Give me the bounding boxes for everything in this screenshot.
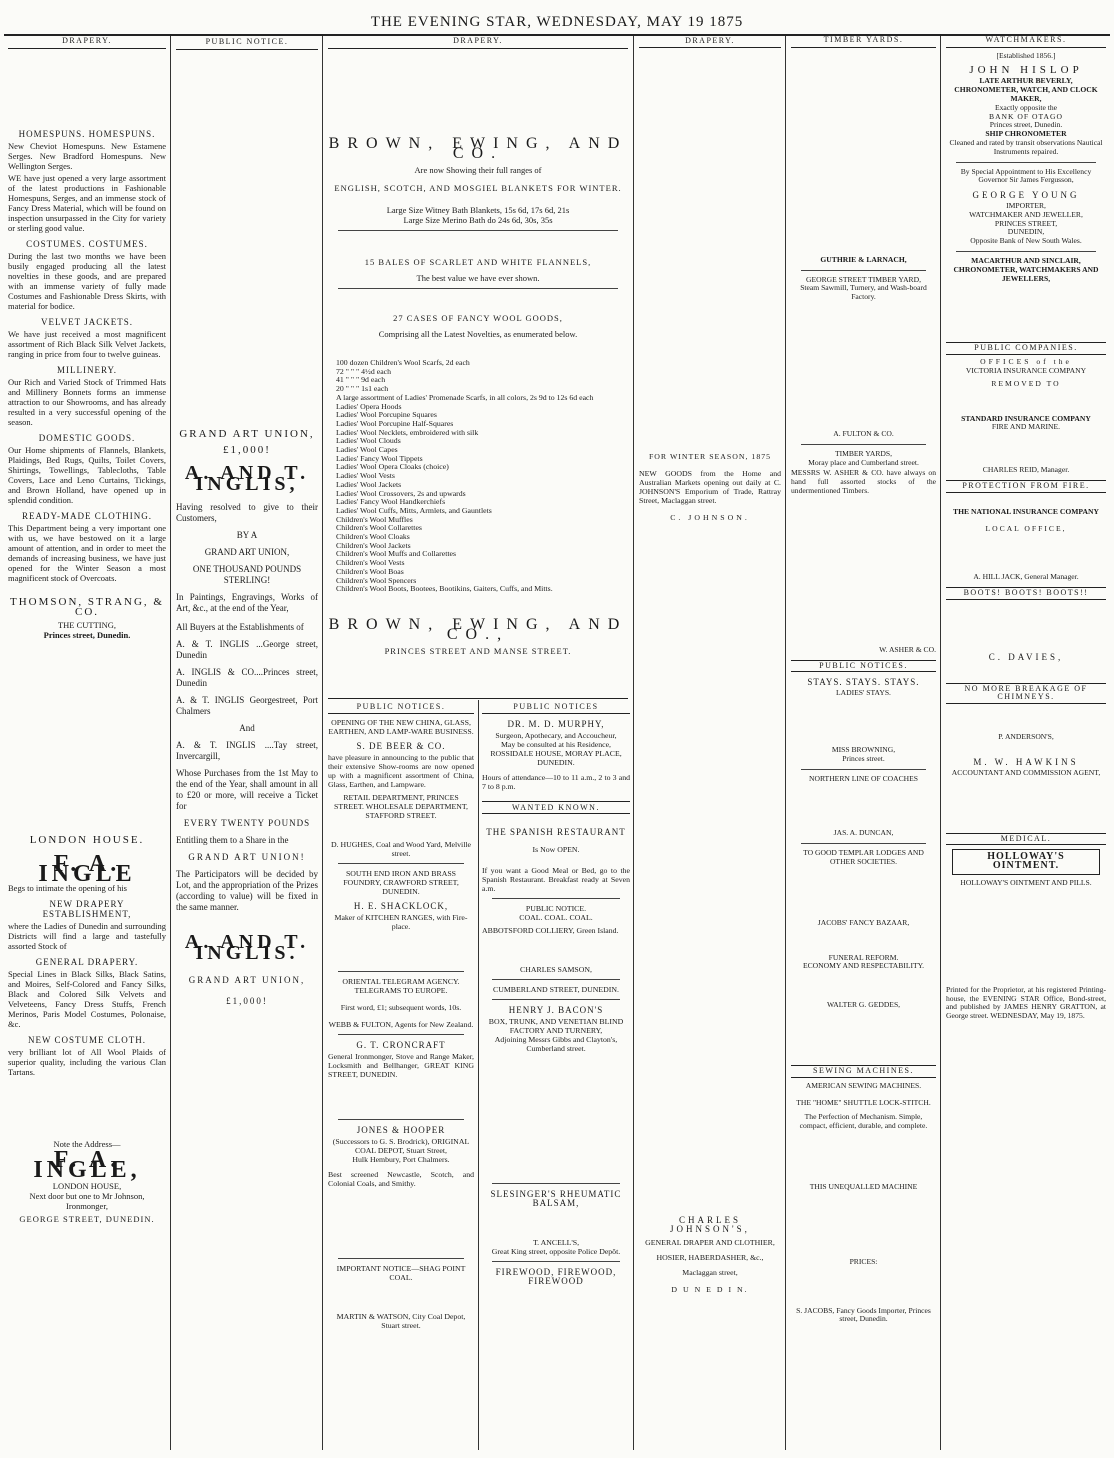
list-item: Ladies' Fancy Wool Tippets bbox=[336, 453, 423, 463]
list-item: Ladies' Wool Capes bbox=[336, 445, 398, 455]
column-divider bbox=[785, 36, 786, 1450]
merino-line: Large Size Merino Bath do 24s 6d, 30s, 35s bbox=[403, 215, 553, 225]
exactly-opposite: Exactly opposite the bbox=[995, 102, 1057, 112]
coal-coal: COAL. COAL. COAL. bbox=[519, 913, 593, 922]
geddes: WALTER G. GEDDES, bbox=[826, 1000, 901, 1010]
slesinger: SLESINGER'S RHEUMATIC BALSAM, bbox=[490, 1189, 622, 1208]
ladies-stays: LADIES' STAYS. bbox=[836, 688, 891, 698]
established: [Established 1856.] bbox=[996, 50, 1056, 60]
national-insurance: THE NATIONAL INSURANCE COMPANY bbox=[953, 506, 1099, 516]
wanted-known: WANTED KNOWN. bbox=[482, 801, 630, 814]
webb-fulton: WEBB & FULTON, Agents for New Zealand. bbox=[328, 1020, 474, 1029]
s-jacobs: S. JACOBS, Fancy Goods Importer, Princes street, Dunedin. bbox=[796, 1305, 931, 1324]
george-street-yard: GEORGE STREET TIMBER YARD, bbox=[805, 274, 922, 284]
heading-homespuns: HOMESPUNS. HOMESPUNS. bbox=[18, 129, 156, 139]
holloway-2: HOLLOWAY'S OINTMENT AND PILLS. bbox=[960, 878, 1092, 888]
list-item: Ladies' Wool Opera Cloaks (choice) bbox=[336, 462, 449, 472]
south-end-iron: SOUTH END IRON AND BRASS FOUNDRY, CRAWFORD STREET, DUNEDIN. bbox=[343, 869, 459, 896]
opening-notice: OPENING OF THE NEW CHINA, GLASS, EARTHEN, AND LAMP-WARE BUSINESS. bbox=[328, 718, 474, 736]
unequalled: THIS UNEQUALLED MACHINE bbox=[809, 1181, 918, 1191]
george-street: GEORGE STREET, DUNEDIN. bbox=[19, 1214, 155, 1224]
retail-dept: RETAIL DEPARTMENT, PRINCES STREET. WHOLESALE DEPARTMENT, STAFFORD STREET. bbox=[334, 793, 468, 820]
public-notice: PUBLIC NOTICE. bbox=[525, 904, 587, 913]
john-hislop: JOHN HISLOP bbox=[969, 63, 1083, 76]
fai-name-2: F. A. INGLE, bbox=[33, 1147, 141, 1183]
oriental-telegram: ORIENTAL TELEGRAM AGENCY. bbox=[342, 977, 460, 986]
princes-street-2: PRINCES STREET, bbox=[994, 218, 1058, 228]
special-appointment: By Special Appointment to His Excellency Governor Sir James Fergusson, bbox=[960, 166, 1092, 185]
firewood: FIREWOOD, FIREWOOD, FIREWOOD bbox=[495, 1267, 617, 1286]
list-item: A large assortment of Ladies' Promenade Scarfs, in all colors, 2s 9d to 12s 6d each bbox=[336, 392, 594, 402]
paragraph: Our Rich and Varied Stock of Trimmed Hats and Millinery Bonnets forms an immense attraction to our Showrooms, and has already resulted in a very successful opening of the season. bbox=[8, 377, 166, 427]
column-header: PUBLIC NOTICE. bbox=[176, 36, 318, 50]
princes-street: Princes street, Dunedin. bbox=[989, 120, 1063, 130]
dunedin: DUNEDIN, bbox=[1007, 227, 1045, 237]
wool-goods-list bbox=[336, 359, 628, 594]
protection-fire: PROTECTION FROM FIRE. bbox=[946, 480, 1106, 493]
column-public-notices-b bbox=[482, 702, 630, 1450]
accountant: ACCOUNTANT AND COMMISSION AGENT, bbox=[951, 767, 1101, 777]
hulk: Hulk Hembury, Port Chalmers. bbox=[352, 1155, 450, 1164]
list-item: Ladies' Wool Vests bbox=[336, 471, 395, 481]
column-divider bbox=[322, 36, 323, 1450]
offices: OFFICES of the bbox=[980, 357, 1072, 367]
grand-art-union-3: GRAND ART UNION! bbox=[188, 852, 306, 862]
printed-for: Printed for the Proprietor, at his registered Printing-house, the EVENING STAR Office, Bond-street, and published by JAMES HENRY GRATTON, at George street. WEDNESDAY, May 19, 1875. bbox=[946, 984, 1106, 1021]
de-beer-heading: S. DE BEER & CO. bbox=[356, 741, 446, 751]
and-text: And bbox=[239, 723, 255, 733]
for-winter-season: FOR WINTER SEASON, 1875 bbox=[648, 452, 772, 461]
steam-sawmill: Steam Sawmill, Turnery, and Wash-board Factory. bbox=[800, 283, 927, 302]
list-item: 41 " " " 9d each bbox=[336, 375, 386, 385]
now-open: Is Now OPEN. bbox=[532, 845, 580, 854]
list-item: Ladies' Wool Necklets, embroidered with silk bbox=[336, 427, 479, 437]
column-header: DRAPERY. bbox=[639, 36, 781, 48]
first-word: First word, £1; subsequent words, 10s. bbox=[340, 1003, 462, 1012]
brown-ewing-heading-2: BROWN, EWING, AND CO., bbox=[328, 615, 628, 643]
standard-insurance: STANDARD INSURANCE COMPANY bbox=[961, 413, 1091, 423]
column-divider bbox=[633, 36, 634, 1450]
hill-jack: A. HILL JACK, General Manager. bbox=[973, 572, 1079, 582]
fire-marine: FIRE AND MARINE. bbox=[991, 422, 1061, 432]
heading-millinery: MILLINERY. bbox=[56, 365, 118, 375]
sewing-machines: SEWING MACHINES. bbox=[791, 1065, 936, 1078]
northern-line: NORTHERN LINE OF COACHES bbox=[808, 773, 919, 783]
prices: PRICES: bbox=[849, 1256, 878, 1266]
no-more-breakage: NO MORE BREAKAGE OF CHIMNEYS. bbox=[946, 683, 1106, 705]
charles-samson: CHARLES SAMSON, bbox=[520, 965, 592, 974]
paragraph: This Department being a very important one with us, we have bestowed on it a large amount of attention, and in order to meet the demands of increasing business, we have just opened for the Winter Season a most magnificent stock of Overcoats. bbox=[8, 523, 166, 583]
cumberland: CUMBERLAND STREET, DUNEDIN. bbox=[493, 985, 619, 994]
firm-address: Princes street, Dunedin. bbox=[43, 630, 131, 640]
heading-velvet: VELVET JACKETS. bbox=[40, 317, 133, 327]
paragraph: Having resolved to give to their Customers, bbox=[176, 502, 318, 523]
important-notice: IMPORTANT NOTICE—SHAG POINT COAL. bbox=[336, 1264, 466, 1282]
column-drapery-brown-ewing bbox=[328, 36, 628, 698]
general-draper: GENERAL DRAPER AND CLOTHIER, bbox=[645, 1238, 775, 1247]
paragraph: ABBOTSFORD COLLIERY, Green Island. bbox=[482, 926, 619, 935]
fulton: A. FULTON & CO. bbox=[833, 428, 894, 438]
paragraph: MESSRS W. ASHER & CO. have always on hand full assorted stocks of the undermentioned Timbers. bbox=[791, 468, 936, 495]
c-johnson: C. JOHNSON. bbox=[670, 513, 750, 522]
paragraph: Our Home shipments of Flannels, Blankets, Plaidings, Bed Rugs, Quilts, Toilet Covers, Shirtings, Towellings, Tablecloths, Table Covers, Lace and Leno Curtains, Tickings, and Brown Holland, have opened up in splendid condition. bbox=[8, 445, 166, 505]
paragraph: very brilliant lot of All Wool Plaids of superior quality, including the various Clan Tartans. bbox=[8, 1047, 166, 1077]
column-header: PUBLIC NOTICES bbox=[482, 702, 630, 714]
grand-art-union-heading: GRAND ART UNION, bbox=[179, 428, 315, 440]
stays: STAYS. STAYS. STAYS. bbox=[807, 677, 920, 688]
establishment-1: A. & T. INGLIS ...George street, Dunedin bbox=[176, 639, 318, 660]
london-house-2: LONDON HOUSE, bbox=[52, 1181, 122, 1191]
heading-costume-cloth: NEW COSTUME CLOTH. bbox=[27, 1035, 147, 1045]
guthrie-larnach: GUTHRIE & LARNACH, bbox=[820, 254, 907, 264]
dunedin: D U N E D I N. bbox=[671, 1285, 749, 1294]
list-item: Children's Wool Jackets bbox=[336, 540, 411, 550]
paragraph: We have just received a most magnificent assortment of Rich Black Silk Velvet Jackets, ranging in price from four to twelve guineas. bbox=[8, 329, 166, 359]
column-watchmakers bbox=[946, 36, 1106, 1450]
late-beverly: LATE ARTHUR BEVERLY, bbox=[979, 76, 1073, 86]
paragraph: Special Lines in Black Silks, Black Satins, and Moires, Self-Colored and Fancy Silks, Black and Colored Silk Velvets and Velveteens, Fancy Dress Stuffs, French Merinos, Paris Model Costumes, Polonaise, &c. bbox=[8, 969, 166, 1029]
list-item: Ladies' Opera Hoods bbox=[336, 401, 402, 411]
paragraph: where the Ladies of Dunedin and surrounding Districts will find a large and tastefully assorted Stock of bbox=[8, 921, 166, 951]
murphy-heading: DR. M. D. MURPHY, bbox=[507, 719, 605, 729]
blankets-heading: ENGLISH, SCOTCH, AND MOSGIEL BLANKETS FOR WINTER. bbox=[334, 183, 622, 193]
list-item: Ladies' Fancy Wool Handkerchiefs bbox=[336, 497, 446, 507]
bacon-heading: HENRY J. BACON'S bbox=[508, 1005, 604, 1015]
kitchen-ranges: Maker of KITCHEN RANGES, with Fire-place. bbox=[334, 913, 468, 931]
column-divider bbox=[478, 700, 479, 1450]
firm-name: THOMSON, STRANG, & CO. bbox=[10, 596, 164, 618]
list-item: Ladies' Wool Porcupine Squares bbox=[336, 410, 437, 420]
hosier: HOSIER, HABERDASHER, &c., bbox=[656, 1253, 764, 1262]
fai-name: F. A. INGLE bbox=[38, 851, 136, 887]
boots: BOOTS! BOOTS! BOOTS!! bbox=[946, 587, 1106, 600]
paragraph: The Participators will be decided by Lot, and the appropriation of the Prizes (according to value) will be fixed in the same manner. bbox=[176, 869, 318, 912]
next-door: Next door but one to Mr Johnson, Ironmonger, bbox=[29, 1191, 145, 1211]
paragraph: Entitling them to a Share in the bbox=[176, 835, 289, 845]
anderson: P. ANDERSON'S, bbox=[998, 732, 1054, 742]
economy: ECONOMY AND RESPECTABILITY. bbox=[802, 961, 925, 971]
list-item: Children's Wool Collarettes bbox=[336, 523, 422, 533]
murphy-sub: Surgeon, Apothecary, and Accoucheur, bbox=[495, 731, 617, 740]
column-divider bbox=[170, 36, 171, 1450]
note-address: Note the Address— bbox=[53, 1139, 121, 1149]
grand-art-union-4: GRAND ART UNION, bbox=[188, 975, 306, 985]
bacon-sub: BOX, TRUNK, AND VENETIAN BLIND FACTORY AND TURNERY, bbox=[488, 1017, 624, 1035]
column-drapery-1 bbox=[8, 36, 166, 1450]
public-notices: PUBLIC NOTICES. bbox=[791, 660, 936, 673]
list-item: Ladies' Wool Cuffs, Mitts, Armlets, and Gauntlets bbox=[336, 505, 492, 515]
establishment-3: A. & T. INGLIS Georgestreet, Port Chalmers bbox=[176, 695, 318, 716]
list-item: Children's Wool Boas bbox=[336, 566, 404, 576]
good-templar: TO GOOD TEMPLAR LODGES AND OTHER SOCIETIES. bbox=[803, 848, 924, 866]
hours: Hours of attendance—10 to 11 a.m., 2 to 3 and 7 to 8 p.m. bbox=[482, 773, 630, 791]
column-header: DRAPERY. bbox=[8, 36, 166, 49]
chronometer: CHRONOMETER, WATCH, AND CLOCK MAKER, bbox=[954, 85, 1098, 103]
removed-to: REMOVED TO bbox=[991, 378, 1061, 388]
list-item: Ladies' Wool Jackets bbox=[336, 479, 402, 489]
paragraph: have pleasure in announcing to the public that their extensive Show-rooms are now opened up with a magnificent assortment of China, Glass, Earthen, and Lampware. bbox=[328, 753, 474, 789]
rossidale: ROSSIDALE HOUSE, MORAY PLACE, DUNEDIN. bbox=[490, 749, 622, 767]
list-item: Children's Wool Muffles bbox=[336, 514, 413, 524]
address: PRINCES STREET AND MANSE STREET. bbox=[384, 645, 572, 656]
watchmaker-jeweller: WATCHMAKER AND JEWELLER, bbox=[969, 209, 1083, 219]
bacon-address: Adjoining Messrs Gibbs and Clayton's, Cumberland street. bbox=[494, 1035, 618, 1053]
american-sewing: AMERICAN SEWING MACHINES. bbox=[805, 1080, 922, 1090]
paragraph: NEW GOODS from the Home and Australian Markets opening out daily at C. JOHNSON'S Emporium of Trade, Rattray Street, Maclaggan street. bbox=[639, 469, 781, 505]
a-and-t-inglis: A. AND T. INGLIS, bbox=[184, 462, 310, 495]
witney-line: Large Size Witney Bath Blankets, 15s 6d, 17s 6d, 21s bbox=[386, 205, 570, 215]
paragraph: In Paintings, Engravings, Works of Art, &c., at the end of the Year, bbox=[176, 592, 318, 613]
home-shuttle: THE "HOME" SHUTTLE LOCK-STITCH. bbox=[796, 1097, 931, 1107]
a-and-t-inglis-2: A. AND T. INGLIS. bbox=[184, 931, 310, 964]
paragraph: All Buyers at the Establishments of bbox=[176, 622, 304, 632]
by-a: BY A bbox=[236, 530, 258, 540]
establishment-4: A. & T. INGLIS ....Tay street, Invercargill, bbox=[176, 740, 318, 761]
paragraph: New Cheviot Homespuns. New Estamene Serges. New Bradford Homespuns. New Wellington Serges. bbox=[8, 141, 166, 171]
paragraph: General Ironmonger, Stove and Range Maker, Locksmith and Bellhanger, GREAT KING STREET, DUNEDIN. bbox=[328, 1052, 474, 1079]
moray-place: Moray place and Cumberland street. bbox=[808, 457, 919, 467]
column-timber-yards bbox=[791, 36, 936, 1450]
list-item: Ladies' Wool Clouds bbox=[336, 436, 401, 446]
local-office: LOCAL OFFICE, bbox=[985, 523, 1067, 533]
list-item: Ladies' Wool Crossovers, 2s and upwards bbox=[336, 488, 466, 498]
jacobs-bazaar: JACOBS' FANCY BAZAAR, bbox=[817, 917, 910, 927]
croncraft-heading: G. T. CRONCRAFT bbox=[356, 1040, 446, 1050]
hughes: D. HUGHES, Coal and Wood Yard, Melville street. bbox=[330, 840, 471, 858]
heading-domestic: DOMESTIC GOODS. bbox=[38, 433, 136, 443]
medical: MEDICAL. bbox=[946, 833, 1106, 846]
list-item: Children's Wool Vests bbox=[336, 558, 405, 568]
davies: C. DAVIES, bbox=[988, 651, 1064, 662]
column-header: TIMBER YARDS. bbox=[791, 36, 936, 48]
one-thousand-pounds: ONE THOUSAND POUNDS STERLING! bbox=[192, 564, 302, 585]
browning-address: Princes street. bbox=[842, 753, 885, 763]
duncan: JAS. A. DUNCAN, bbox=[833, 828, 894, 838]
rule bbox=[328, 698, 628, 699]
list-item: Children's Wool Cloaks bbox=[336, 532, 410, 542]
grand-art-union-2: GRAND ART UNION, bbox=[204, 547, 290, 557]
column-header: WATCHMAKERS. bbox=[946, 36, 1106, 48]
asher-sign: W. ASHER & CO. bbox=[879, 644, 936, 654]
spanish-restaurant: THE SPANISH RESTAURANT bbox=[486, 827, 626, 837]
column-drapery-johnson bbox=[639, 36, 781, 1450]
list-item: 100 dozen Children's Wool Scarfs, 2d each bbox=[336, 358, 470, 367]
brown-ewing-heading: BROWN, EWING, AND CO. bbox=[328, 135, 628, 162]
bank-of-otago: BANK OF OTAGO bbox=[989, 111, 1063, 121]
comprising: Comprising all the Latest Novelties, as enumerated below. bbox=[378, 329, 578, 339]
perfection: The Perfection of Mechanism. Simple, compact, efficient, durable, and complete. bbox=[799, 1112, 928, 1131]
london-house: LONDON HOUSE. bbox=[29, 834, 145, 846]
jones-sub: (Successors to G. S. Brodrick), ORIGINAL COAL DEPOT, Stuart Street, bbox=[332, 1137, 470, 1155]
list-item: 20 " " " 1s1 each bbox=[336, 384, 389, 394]
jones-hooper: JONES & HOOPER bbox=[356, 1125, 446, 1135]
miss-browning: MISS BROWNING, bbox=[831, 744, 896, 754]
column-header: PUBLIC NOTICES. bbox=[328, 702, 474, 714]
heading-new-drapery: NEW DRAPERY ESTABLISHMENT, bbox=[42, 899, 132, 919]
opposite-bank: Opposite Bank of New South Wales. bbox=[970, 236, 1082, 246]
list-item: Children's Wool Spencers bbox=[336, 575, 417, 585]
column-header: DRAPERY. bbox=[328, 36, 628, 49]
bales-heading: 15 BALES OF SCARLET AND WHITE FLANNELS, bbox=[364, 257, 592, 267]
paragraph: Best screened Newcastle, Scotch, and Colonial Coals, and Smithy. bbox=[328, 1170, 474, 1188]
cleaned: Cleaned and rated by transit observations Nautical Instruments repaired. bbox=[949, 137, 1103, 156]
establishment-2: A. INGLIS & CO....Princes street, Dunedin bbox=[176, 667, 318, 688]
ancell-address: Great King street, opposite Police Depôt. bbox=[491, 1247, 621, 1256]
list-item: Children's Wool Boots, Bootees, Bootikins, Gaiters, Cuffs, and Mitts. bbox=[336, 584, 553, 594]
ship-chronometer: SHIP CHRONOMETER bbox=[985, 129, 1067, 139]
list-item: Ladies' Wool Porcupine Half-Squares bbox=[336, 418, 454, 428]
macarthur: MACARTHUR AND SINCLAIR, bbox=[971, 255, 1081, 265]
ancell: T. ANCELL'S, bbox=[532, 1238, 580, 1247]
paragraph: Begs to intimate the opening of his bbox=[8, 883, 127, 893]
amount: £1,000! bbox=[223, 444, 271, 456]
paragraph: During the last two months we have been busily engaged producing all the latest novelties in these goods, and are prepared with an immense variety of fully made Costumes and Fashionable Dress Skirts, with material for bodice. bbox=[8, 251, 166, 311]
george-young: GEORGE YOUNG bbox=[972, 190, 1080, 201]
column-public-notice bbox=[176, 36, 318, 1450]
chronometer-2: CHRONOMETER, WATCHMAKERS AND JEWELLERS, bbox=[953, 264, 1099, 283]
timber-yards-2: TIMBER YARDS, bbox=[834, 448, 893, 458]
list-item: Children's Wool Muffs and Collarettes bbox=[336, 549, 457, 559]
amount-2: £1,000! bbox=[226, 996, 268, 1006]
importer: IMPORTER, bbox=[1006, 200, 1046, 210]
paragraph: Whose Purchases from the 1st May to the end of the Year, shall amount in all to £20 or more, will receive a Ticket for bbox=[176, 768, 318, 811]
holloway-ointment: HOLLOWAY'S OINTMENT. bbox=[952, 849, 1100, 875]
hawkins: M. W. HAWKINS bbox=[973, 757, 1079, 768]
every-twenty-pounds: EVERY TWENTY POUNDS bbox=[183, 818, 311, 828]
showing-text: Are now Showing their full ranges of bbox=[414, 165, 542, 175]
paragraph: WE have just opened a very large assortment of the latest productions in Fashionable Homespuns, Serges, and an immense stock of Fancy Dress Material, which will be found on inspection unsurpassed in the City for variety or sterling good value. bbox=[8, 173, 166, 233]
heading-general-drapery: GENERAL DRAPERY. bbox=[35, 957, 139, 967]
victoria-insurance: VICTORIA INSURANCE COMPANY bbox=[965, 365, 1087, 375]
charles-reid: CHARLES REID, Manager. bbox=[982, 465, 1070, 475]
may-consulted: May be consulted at his Residence, bbox=[501, 740, 611, 749]
masthead: THE EVENING STAR, WEDNESDAY, MAY 19 1875 bbox=[370, 14, 744, 30]
paragraph: If you want a Good Meal or Bed, go to the Spanish Restaurant. Breakfast ready at Seven a.m. bbox=[482, 866, 630, 893]
funeral-reform: FUNERAL REFORM. bbox=[828, 952, 899, 962]
best-value: The best value we have ever shown. bbox=[416, 273, 540, 283]
column-divider bbox=[940, 36, 941, 1450]
public-companies: PUBLIC COMPANIES. bbox=[946, 342, 1106, 355]
martin-watson: MARTIN & WATSON, City Coal Depot, Stuart street. bbox=[336, 1312, 466, 1330]
telegrams-europe: TELEGRAMS TO EUROPE. bbox=[354, 986, 448, 995]
cases-heading: 27 CASES OF FANCY WOOL GOODS, bbox=[393, 313, 563, 323]
firm-sub: THE CUTTING, bbox=[57, 620, 117, 630]
maclaggan: Maclaggan street, bbox=[682, 1268, 738, 1277]
shacklock-heading: H. E. SHACKLOCK, bbox=[353, 901, 449, 911]
heading-ready-made: READY-MADE CLOTHING. bbox=[22, 511, 152, 521]
heading-costumes: COSTUMES. COSTUMES. bbox=[26, 239, 148, 249]
charles-johnson-heading: CHARLES JOHNSON'S, bbox=[670, 1215, 750, 1234]
list-item: 72 " " " 4½d each bbox=[336, 366, 392, 376]
column-public-notices-a bbox=[328, 702, 474, 1450]
